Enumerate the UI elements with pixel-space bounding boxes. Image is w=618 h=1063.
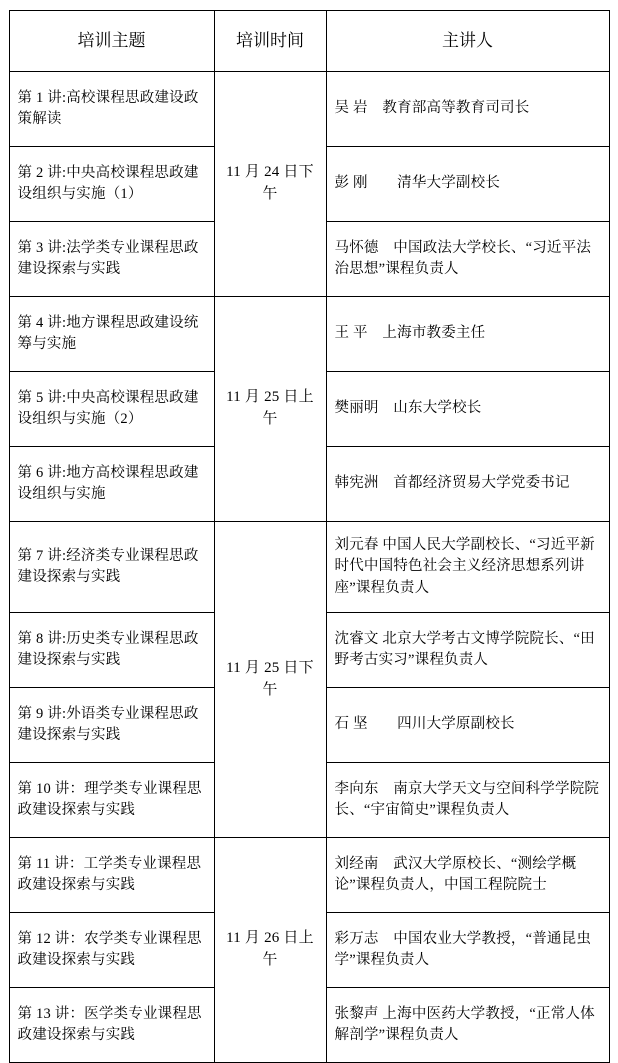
column-header-speaker: 主讲人 xyxy=(326,11,609,72)
column-header-topic: 培训主题 xyxy=(9,11,214,72)
cell-topic: 第 10 讲：理学类专业课程思政建设探索与实践 xyxy=(9,763,214,838)
cell-timeslot: 11 月 25 日上午 xyxy=(214,297,326,522)
cell-speaker: 李向东 南京大学天文与空间科学学院院长、“宇宙简史”课程负责人 xyxy=(326,763,609,838)
cell-topic: 第 9 讲:外语类专业课程思政建设探索与实践 xyxy=(9,688,214,763)
cell-timeslot: 11 月 24 日下午 xyxy=(214,72,326,297)
table-row xyxy=(9,72,609,147)
cell-topic: 第 5 讲:中央高校课程思政建设组织与实施（2） xyxy=(9,372,214,447)
cell-speaker: 石 坚 四川大学原副校长 xyxy=(326,688,609,763)
cell-topic: 第 2 讲:中央高校课程思政建设组织与实施（1） xyxy=(9,147,214,222)
cell-timeslot: 11 月 25 日下午 xyxy=(214,522,326,838)
cell-speaker: 张黎声 上海中医药大学教授，“正常人体解剖学”课程负责人 xyxy=(326,988,609,1063)
training-schedule-table xyxy=(9,10,610,1063)
cell-speaker: 王 平 上海市教委主任 xyxy=(326,297,609,372)
table-row xyxy=(9,522,609,613)
cell-speaker: 沈睿文 北京大学考古文博学院院长、“田野考古实习”课程负责人 xyxy=(326,613,609,688)
cell-topic: 第 8 讲:历史类专业课程思政建设探索与实践 xyxy=(9,613,214,688)
cell-speaker: 刘元春 中国人民大学副校长、“习近平新时代中国特色社会主义经济思想系列讲座”课程负责人 xyxy=(326,522,609,613)
column-header-time: 培训时间 xyxy=(214,11,326,72)
table-row xyxy=(9,838,609,913)
cell-topic: 第 6 讲:地方高校课程思政建设组织与实施 xyxy=(9,447,214,522)
cell-topic: 第 7 讲:经济类专业课程思政建设探索与实践 xyxy=(9,522,214,613)
cell-speaker: 彩万志 中国农业大学教授，“普通昆虫学”课程负责人 xyxy=(326,913,609,988)
cell-topic: 第 3 讲:法学类专业课程思政建设探索与实践 xyxy=(9,222,214,297)
cell-topic: 第 12 讲：农学类专业课程思政建设探索与实践 xyxy=(9,913,214,988)
cell-speaker: 马怀德 中国政法大学校长、“习近平法治思想”课程负责人 xyxy=(326,222,609,297)
table-body xyxy=(9,72,609,1063)
cell-speaker: 刘经南 武汉大学原校长、“测绘学概论”课程负责人，中国工程院院士 xyxy=(326,838,609,913)
cell-speaker: 彭 刚 清华大学副校长 xyxy=(326,147,609,222)
cell-timeslot: 11 月 26 日上午 xyxy=(214,838,326,1063)
table-header xyxy=(9,11,609,72)
cell-topic: 第 1 讲:高校课程思政建设政策解读 xyxy=(9,72,214,147)
cell-topic: 第 4 讲:地方课程思政建设统筹与实施 xyxy=(9,297,214,372)
cell-speaker: 樊丽明 山东大学校长 xyxy=(326,372,609,447)
cell-speaker: 韩宪洲 首都经济贸易大学党委书记 xyxy=(326,447,609,522)
table-header-row xyxy=(9,11,609,72)
cell-speaker: 吴 岩 教育部高等教育司司长 xyxy=(326,72,609,147)
table-row xyxy=(9,297,609,372)
cell-topic: 第 13 讲：医学类专业课程思政建设探索与实践 xyxy=(9,988,214,1063)
cell-topic: 第 11 讲：工学类专业课程思政建设探索与实践 xyxy=(9,838,214,913)
